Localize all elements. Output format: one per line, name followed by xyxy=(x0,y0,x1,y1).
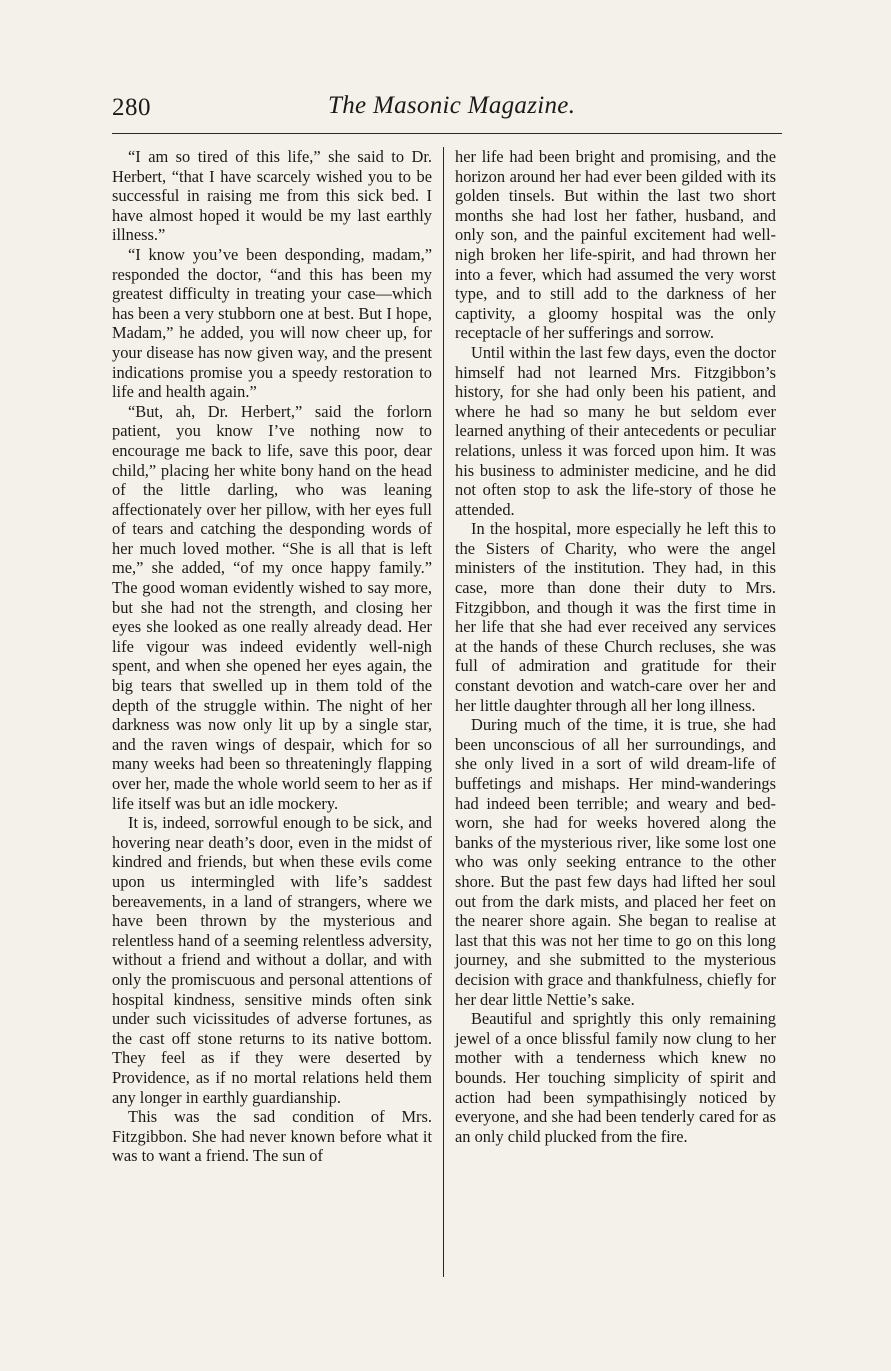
page-header xyxy=(112,84,782,134)
right-column xyxy=(455,147,776,1146)
left-column xyxy=(112,147,432,1166)
paragraph: “I am so tired of this life,” she said to Dr. Herbert, “that I have scarcely wished you to be successful in raising me from this sick bed. I have almost hoped it would be my last earthly illness.” xyxy=(112,147,432,245)
running-title: The Masonic Magazine. xyxy=(328,92,576,119)
paragraph: During much of the time, it is true, she had been unconscious of all her surroundings, and she only lived in a sort of wild dream-life of buffetings and mishaps. Her mind-wanderings had indeed been terrible; and weary and bed-worn, she had for weeks hovered along the banks of the mysterious river, like some lost one who was only seeking entrance to the other shore. But the past few days had lifted her soul out from the dark mists, and placed her feet on the nearer shore again. She began to realise at last that this was not her time to go on this long journey, and she submitted to the mysterious decision with grace and thankfulness, chiefly for her dear little Nettie’s sake. xyxy=(455,715,776,1009)
page-number: 280 xyxy=(112,94,151,121)
paragraph-continued: her life had been bright and promising, and the horizon around her had ever been gilded with its golden tinsels. But within the last two short months she had lost her father, husband, and only son, and the painful excitement had well-nigh broken her life-spirit, and had thrown her into a fever, which had assumed the very worst type, and to still add to the darkness of her captivity, a gloomy hospital was the only receptacle of her sufferings and sorrow. xyxy=(455,147,776,343)
paragraph: In the hospital, more especially he left this to the Sisters of Charity, who were the angel ministers of the institution. They had, in this case, more than done their duty to Mrs. Fitzgibbon, and though it was the first time in her life that she had ever received any services at the hands of these Church recluses, she was full of admiration and gratitude for their constant devotion and watch-care over her and her little daughter through all her long illness. xyxy=(455,519,776,715)
paragraph: “I know you’ve been desponding, madam,” responded the doctor, “and this has been my greatest difficulty in treating your case—which has been a very stubborn one at best. But I hope, Madam,” he added, you will now cheer up, for your disease has now given way, and the present indications promise you a speedy restoration to life and health again.” xyxy=(112,244,432,402)
header-rule xyxy=(112,133,782,134)
paragraph: This was the sad condition of Mrs. Fitzgibbon. She had never known before what it was to want a friend. The sun of xyxy=(112,1107,432,1166)
paragraph: Until within the last few days, even the doctor himself had not learned Mrs. Fitzgibbon’s history, for she had only been his patient, and where he had so many he but seldom ever learned anything of their antecedents or peculiar relations, unless it was forced upon him. It was his business to administer medicine, and he did not often stop to ask the life-story of those he attended. xyxy=(455,342,776,519)
column-divider xyxy=(443,147,444,1277)
paragraph: Beautiful and sprightly this only remaining jewel of a once blissful family now clung to her mother with a tenderness which knew no bounds. Her touching simplicity of spirit and action had been sympathisingly noticed by everyone, and she had been tenderly cared for as an only child plucked from the fire. xyxy=(455,1009,776,1146)
paragraph: “But, ah, Dr. Herbert,” said the forlorn patient, you know I’ve nothing now to encourage me back to life, save this poor, dear child,” placing her white bony hand on the head of the little darling, who was leaning affectionately over her pillow, with her eyes full of tears and catching the desponding words of her much loved mother. “She is all that is left me,” she added, “of my once happy family.” The good woman evidently wished to say more, but she had not the strength, and closing her eyes she looked as one really already dead. Her life vigour was indeed evidently well-nigh spent, and when she opened her eyes again, the big tears that swelled up in them told of the depth of the struggle within. The night of her darkness was now only lit up by a single star, and the raven wings of despair, which for so many weeks had been so threateningly flapping over her, made the whole world seem to her as if life itself was but an idle mockery. xyxy=(112,401,432,813)
paragraph: It is, indeed, sorrowful enough to be sick, and hovering near death’s door, even in the midst of kindred and friends, but when these evils come upon us intermingled with life’s saddest bereavements, in a land of strangers, where we have been thrown by the mysterious and relentless hand of a seeming relentless adversity, without a friend and without a dollar, and with only the promiscuous and personal attentions of hospital kindness, sensitive minds often sink under such vicissitudes of adverse fortunes, as the cast off stone returns to its native bottom. They feel as if they were deserted by Providence, as if no mortal relations held them any longer in earthly guardianship. xyxy=(112,813,432,1107)
